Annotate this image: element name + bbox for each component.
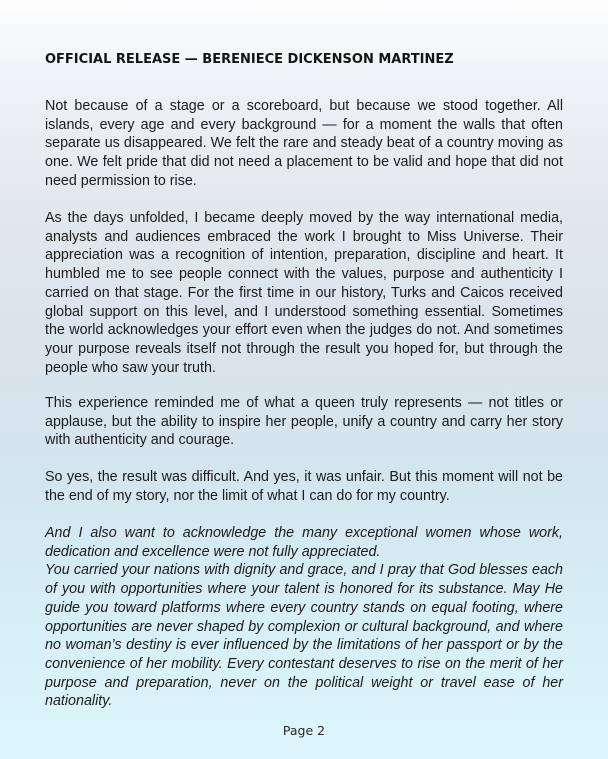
paragraph-result: So yes, the result was difficult. And yes, it was unfair. But this moment will not be the end of my story, nor the limit of what I can do for my country.	[45, 469, 563, 504]
document-title: OFFICIAL RELEASE — BERENIECE DICKENSON MARTINEZ	[45, 52, 454, 67]
acknowledgement-intro: And I also want to acknowledge the many exceptional women whose work, dedication and excellence were not fully appreciated.	[45, 525, 563, 560]
page-number: Page 2	[282, 723, 326, 738]
italic-acknowledgement	[45, 524, 563, 711]
paragraph-media-support: As the days unfolded, I became deeply moved by the way international media, analysts and audiences embraced the work I brought to Miss Universe. Their appreciation was a recognition of intention, preparation, discipline and heart. It humbled me to see people connect with the values, purpose and authenticity I carried on that stage. For the first time in our history, Turks and Caicos received global support on this level, and I understood something essential. Sometimes the world acknowledges your effort even when the judges do not. And sometimes your purpose reveals itself not through the result you hoped for, but through the people who saw your truth.	[45, 210, 563, 376]
paragraph-queen-meaning: This experience reminded me of what a queen truly represents — not titles or applause, but the ability to inspire her people, unify a country and carry her story with authenticity and courage.	[45, 395, 563, 449]
acknowledgement-blessing: You carried your nations with dignity and grace, and I pray that God blesses each of you with opportunities where your talent is honored for its substance. May He guide you toward platforms where every country stands on equal footing, where opportunities are never shaped by complexion or cultural background, and where no woman’s destiny is ever influenced by the limitations of her passport or by the convenience of her mobility. Every contestant deserves to rise on the merit of her purpose and preparation, never on the political weight or travel ease of her nationality.	[45, 562, 563, 710]
paragraph-unity: Not because of a stage or a scoreboard, but because we stood together. All islands, every age and every background — for a moment the walls that often separate us disappeared. We felt the rare and steady beat of a country moving as one. We felt pride that did not need a placement to be valid and hope that did not need permission to rise.	[45, 98, 563, 189]
